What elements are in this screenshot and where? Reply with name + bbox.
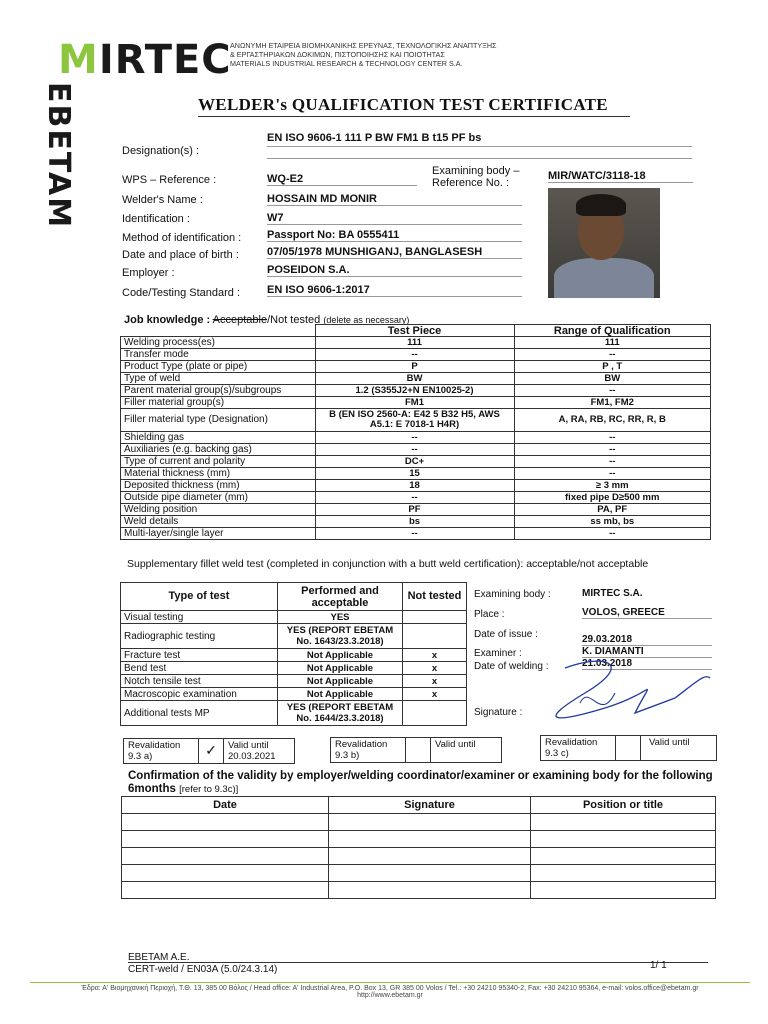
type-header: Type of test [121, 583, 278, 611]
valid-until-label: Valid until [228, 740, 269, 751]
table-row [121, 409, 711, 432]
test-piece-cell: PF [315, 504, 514, 516]
param-cell: Welding process(es) [121, 337, 316, 349]
table-row [121, 468, 711, 480]
not-tested-cell: x [403, 688, 467, 701]
revalidation-b-valid: Valid until [435, 739, 476, 750]
not-tested-header: Not tested [403, 583, 467, 611]
revalidation-b [330, 737, 502, 763]
table-row [121, 675, 467, 688]
employer-value: POSEIDON S.A. [267, 264, 522, 277]
not-tested-cell: x [403, 662, 467, 675]
param-cell: Transfer mode [121, 349, 316, 361]
range-cell: A, RA, RB, RC, RR, R, B [514, 409, 711, 432]
confirmation-sentence: Confirmation of the validity by employer/welding coordinator/examiner or examining body for the following 6months [128, 770, 713, 795]
signature-cell[interactable] [329, 882, 531, 899]
position-cell[interactable] [531, 882, 716, 899]
param-header [121, 325, 316, 337]
table-row [121, 504, 711, 516]
test-type-cell: Bend test [121, 662, 278, 675]
test-piece-cell: DC+ [315, 456, 514, 468]
table-row [121, 385, 711, 397]
date-cell[interactable] [122, 814, 329, 831]
signature-header: Signature [329, 797, 531, 814]
footer-green-rule [30, 982, 750, 983]
photo-body [554, 258, 654, 298]
revalidation-a [123, 738, 295, 764]
performed-cell: Not Applicable [278, 688, 403, 701]
examiner-value: K. DIAMANTI [582, 646, 712, 658]
table-row [121, 373, 711, 385]
revalidation-c-checkbox[interactable] [615, 736, 641, 760]
org-line-1: ΑΝΩΝΥΜΗ ΕΤΑΙΡΕΙΑ ΒΙΟΜΗΧΑΝΙΚΗΣ ΕΡΕΥΝΑΣ, ΤΕΧΝΟΛΟΓΙΚΗΣ ΑΝΑΠΤΥΞΗΣ [230, 41, 497, 50]
qualification-rows [121, 337, 711, 540]
employer-label: Employer : [122, 267, 175, 279]
exam-ref-value: MIR/WATC/3118-18 [548, 170, 693, 183]
revalidation-c-valid: Valid until [649, 737, 690, 748]
table-row [121, 516, 711, 528]
id-value: W7 [267, 212, 522, 225]
performed-cell: Not Applicable [278, 662, 403, 675]
method-value: Passport No: BA 0555411 [267, 229, 522, 242]
table-row [121, 349, 711, 361]
valid-until-date: 20.03.2021 [228, 751, 276, 762]
table-row [121, 432, 711, 444]
supplementary-text: Supplementary fillet weld test (completed in conjunction with a butt weld certification): acceptable/not acceptable [127, 558, 649, 570]
job-knowledge-value: /Not tested [267, 314, 321, 326]
range-cell: -- [514, 468, 711, 480]
date-cell[interactable] [122, 848, 329, 865]
welding-date-value: 21.03.2018 [582, 658, 712, 670]
test-piece-cell: -- [315, 432, 514, 444]
test-piece-cell: -- [315, 444, 514, 456]
table-row [121, 480, 711, 492]
range-cell: ≥ 3 mm [514, 480, 711, 492]
range-cell: -- [514, 349, 711, 361]
range-cell: FM1, FM2 [514, 397, 711, 409]
not-tested-cell: x [403, 649, 467, 662]
signature-cell[interactable] [329, 814, 531, 831]
place-label: Place : [474, 609, 505, 620]
signature-label: Signature : [474, 707, 523, 718]
table-row [121, 456, 711, 468]
range-cell: PA, PF [514, 504, 711, 516]
performed-cell: YES (REPORT EBETAM No. 1644/23.3.2018) [278, 701, 403, 726]
confirmation-table [121, 796, 716, 899]
range-cell: fixed pipe D≥500 mm [514, 492, 711, 504]
range-cell: -- [514, 444, 711, 456]
footer-company: EBETAM A.E. [128, 952, 190, 963]
check-icon[interactable]: ✓ [198, 739, 224, 763]
welding-date-label: Date of welding : [474, 661, 549, 672]
param-cell: Outside pipe diameter (mm) [121, 492, 316, 504]
range-cell: -- [514, 456, 711, 468]
test-type-cell: Radiographic testing [121, 624, 278, 649]
test-type-cell: Additional tests MP [121, 701, 278, 726]
param-cell: Product Type (plate or pipe) [121, 361, 316, 373]
table-row [121, 611, 467, 624]
table-row [122, 814, 716, 831]
org-line-2: & ΕΡΓΑΣΤΗΡΙΑΚΩΝ ΔΟΚΙΜΩΝ, ΠΙΣΤΟΠΟΙΗΣΗΣ ΚΑΙ ΠΟΙΟΤΗΤΑΣ [230, 50, 445, 59]
ebetam-logo [41, 82, 78, 230]
test-type-cell: Notch tensile test [121, 675, 278, 688]
designation-value: EN ISO 9606-1 111 P BW FM1 B t15 PF bs [267, 132, 692, 147]
range-cell: 111 [514, 337, 711, 349]
examiner-signature [545, 653, 715, 733]
certificate-title: WELDER's QUALIFICATION TEST CERTIFICATE [198, 95, 608, 114]
date-header: Date [122, 797, 329, 814]
param-cell: Weld details [121, 516, 316, 528]
test-piece-cell: BW [315, 373, 514, 385]
wps-value: WQ-E2 [267, 173, 417, 186]
param-cell: Type of weld [121, 373, 316, 385]
test-piece-cell: bs [315, 516, 514, 528]
table-row [121, 337, 711, 349]
test-piece-cell: P [315, 361, 514, 373]
not-tested-cell [403, 611, 467, 624]
test-piece-cell: 1.2 (S355J2+N EN10025-2) [315, 385, 514, 397]
param-cell: Filler material group(s) [121, 397, 316, 409]
test-piece-cell: -- [315, 349, 514, 361]
param-cell: Deposited thickness (mm) [121, 480, 316, 492]
date-cell[interactable] [122, 865, 329, 882]
footer-address [30, 985, 750, 999]
qualification-table [120, 324, 711, 540]
wps-label: WPS – Reference : [122, 174, 217, 186]
exam-body-label: Examining body : [474, 589, 551, 600]
footer-website[interactable]: http://www.ebetam.gr [357, 992, 423, 999]
designation-label: Designation(s) : [122, 145, 200, 157]
place-value: VOLOS, GREECE [582, 607, 712, 619]
issue-value: 29.03.2018 [582, 634, 712, 646]
test-type-cell: Fracture test [121, 649, 278, 662]
test-type-cell: Macroscopic examination [121, 688, 278, 701]
test-piece-cell: -- [315, 492, 514, 504]
table-row [121, 444, 711, 456]
performed-cell: Not Applicable [278, 675, 403, 688]
param-cell: Shielding gas [121, 432, 316, 444]
test-piece-cell: 15 [315, 468, 514, 480]
job-knowledge-label: Job knowledge : [124, 314, 211, 326]
test-piece-cell: FM1 [315, 397, 514, 409]
birth-value: 07/05/1978 MUNSHIGANJ, BANGLASESH [267, 246, 522, 259]
footer-address-text: Έδρα: Α' Βιομηχανική Περιοχή, Τ.Θ. 13, 385 00 Βόλος / Head office: A' Industrial Area, P.O. Box 13, GR 385 00 Volos / Tel.: +30 24210 95340-2, Fax: +30 24210 95364, e-mail: volos.office@ebetam.gr [81, 985, 699, 992]
exam-ref-label [432, 165, 519, 189]
range-cell: -- [514, 528, 711, 540]
range-cell: P , T [514, 361, 711, 373]
position-cell[interactable] [531, 865, 716, 882]
photo-hair [576, 194, 626, 216]
position-cell[interactable] [531, 831, 716, 848]
revalidation-a-valid [228, 740, 276, 762]
id-label: Identification : [122, 213, 190, 225]
method-label: Method of identification : [122, 232, 242, 244]
name-value: HOSSAIN MD MONIR [267, 193, 522, 206]
param-cell: Material thickness (mm) [121, 468, 316, 480]
param-cell: Filler material type (Designation) [121, 409, 316, 432]
organisation-name [230, 41, 496, 68]
performed-cell: YES (REPORT EBETAM No. 1643/23.3.2018) [278, 624, 403, 649]
revalidation-c [540, 735, 717, 761]
test-table [120, 582, 467, 726]
param-cell: Parent material group(s)/subgroups [121, 385, 316, 397]
table-row [122, 865, 716, 882]
table-row [121, 397, 711, 409]
job-knowledge-struck: Acceptable [212, 314, 268, 326]
footer-form: CERT-weld / EN03A (5.0/24.3.14) [128, 964, 278, 975]
welder-photo [548, 188, 660, 298]
position-cell[interactable] [531, 814, 716, 831]
exam-body-value: MIRTEC S.A. [582, 588, 643, 599]
signature-cell[interactable] [329, 831, 531, 848]
org-line-3: MATERIALS INDUSTRIAL RESEARCH & TECHNOLOGY CENTER S.A. [230, 59, 463, 68]
revalidation-b-label: Revalidation 9.3 b) [335, 739, 388, 761]
range-cell: BW [514, 373, 711, 385]
position-header: Position or title [531, 797, 716, 814]
not-tested-cell [403, 701, 467, 726]
table-row [121, 624, 467, 649]
param-cell: Welding position [121, 504, 316, 516]
range-cell: -- [514, 385, 711, 397]
table-row [121, 649, 467, 662]
exam-ref-label-2: Reference No. : [432, 177, 510, 189]
code-label: Code/Testing Standard : [122, 287, 241, 299]
not-tested-cell [403, 624, 467, 649]
param-cell: Multi-layer/single layer [121, 528, 316, 540]
range-header: Range of Qualification [514, 325, 711, 337]
test-piece-cell: 18 [315, 480, 514, 492]
signature-cell[interactable] [329, 865, 531, 882]
confirmation-text [128, 770, 718, 796]
birth-label: Date and place of birth : [122, 249, 239, 261]
revalidation-a-label: Revalidation 9.3 a) [128, 740, 181, 762]
signature-cell[interactable] [329, 848, 531, 865]
test-piece-cell: 111 [315, 337, 514, 349]
exam-ref-label-1: Examining body – [432, 165, 520, 177]
table-row [121, 492, 711, 504]
param-cell: Type of current and polarity [121, 456, 316, 468]
ebetam-logo-text: EBETAM [41, 82, 76, 230]
designation-line [267, 158, 692, 159]
test-type-cell: Visual testing [121, 611, 278, 624]
range-cell: ss mb, bs [514, 516, 711, 528]
table-row [122, 831, 716, 848]
performed-cell: Not Applicable [278, 649, 403, 662]
range-cell: -- [514, 432, 711, 444]
test-piece-header: Test Piece [315, 325, 514, 337]
date-cell[interactable] [122, 831, 329, 848]
table-row [122, 882, 716, 899]
name-label: Welder's Name : [122, 194, 203, 206]
confirmation-ref: [refer to 9.3c)] [179, 784, 239, 795]
position-cell[interactable] [531, 848, 716, 865]
title-underline [198, 116, 630, 117]
footer-rule [128, 962, 708, 963]
performed-header: Performed and acceptable [278, 583, 403, 611]
performed-cell: YES [278, 611, 403, 624]
date-cell[interactable] [122, 882, 329, 899]
table-row [121, 688, 467, 701]
code-value: EN ISO 9606-1:2017 [267, 284, 522, 297]
revalidation-c-label: Revalidation 9.3 c) [545, 737, 598, 759]
test-rows [121, 611, 467, 726]
test-piece-cell: B (EN ISO 2560-A: E42 5 B32 H5, AWS A5.1: E 7018-1 H4R) [315, 409, 514, 432]
table-row [121, 528, 711, 540]
mirtec-logo: MIRTEC [58, 37, 232, 83]
issue-label: Date of issue : [474, 629, 538, 640]
examiner-label: Examiner : [474, 648, 522, 659]
table-row [122, 848, 716, 865]
not-tested-cell: x [403, 675, 467, 688]
revalidation-b-checkbox[interactable] [405, 738, 431, 762]
job-knowledge-note: (delete as necessary) [323, 315, 410, 325]
test-piece-cell: -- [315, 528, 514, 540]
param-cell: Auxiliaries (e.g. backing gas) [121, 444, 316, 456]
table-row [121, 701, 467, 726]
table-row [121, 662, 467, 675]
table-row [121, 361, 711, 373]
footer-page: 1/ 1 [650, 960, 667, 971]
